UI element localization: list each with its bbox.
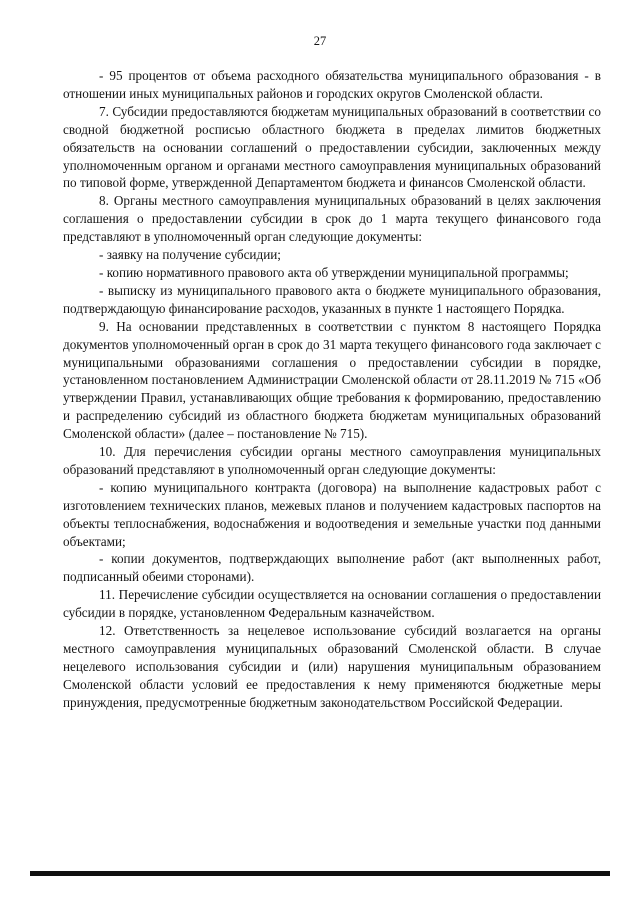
paragraph-7: 7. Субсидии предоставляются бюджетам муниципальных образований в соответствии со сводной бюджетной росписью областного бюджета в пределах лимитов бюджетных обязательств на основании соглашений о предоставлении субсидии, заключенных между уполномоченным органом и органами местного самоуправления муниципальных образований по типовой форме, утвержденной Департаментом бюджета и финансов Смоленской области. bbox=[63, 103, 601, 191]
paragraph-10: 10. Для перечисления субсидии органы местного самоуправления муниципальных образований представляют в уполномоченный орган следующие документы: bbox=[63, 444, 601, 477]
scan-edge-bar bbox=[30, 871, 610, 876]
document-body bbox=[63, 67, 601, 712]
paragraph-11: 11. Перечисление субсидии осуществляется на основании соглашения о предоставлении субсидии в порядке, установленном Федеральным казначейством. bbox=[63, 587, 601, 621]
paragraph-8: 8. Органы местного самоуправления муниципальных образований в целях заключения соглашения о предоставлении субсидии в срок до 1 марта текущего финансового года представляют в уполномоченный орган следующие документы: bbox=[63, 193, 601, 245]
list-item-application: - заявку на получение субсидии; bbox=[99, 247, 281, 263]
list-item-legal-act-copy: - копию нормативного правового акта об утверждении муниципальной программы; bbox=[99, 264, 569, 280]
list-item-budget-extract: - выписку из муниципального правового акта о бюджете муниципального образования, подтверждающую финансирование расходов, указанных в пункте 1 настоящего Порядка. bbox=[63, 282, 601, 316]
paragraph-item-6-continuation: - 95 процентов от объема расходного обязательства муниципального образования - в отношении иных муниципальных районов и городских округов Смоленской области. bbox=[63, 68, 601, 101]
list-item-work-completion-docs: - копии документов, подтверждающих выполнение работ (акт выполненных работ, подписанный обеими сторонами). bbox=[63, 551, 601, 585]
paragraph-9: 9. На основании представленных в соответствии с пунктом 8 настоящего Порядка документов уполномоченный орган в срок до 31 марта текущего финансового года заключает с муниципальными образованиями соглашения о предоставлении субсидии в порядке, установленном постановлением Администрации Смоленской области от 28.11.2019 № 715 «Об утверждении Правил, устанавливающих общие требования к формированию, предоставлению и распределению субсидий из областного бюджета бюджетам муниципальных образований Смоленской области» (далее – постановление № 715). bbox=[63, 318, 601, 442]
paragraph-12: 12. Ответственность за нецелевое использование субсидий возлагается на органы местного самоуправления муниципальных образований Смоленской области. В случае нецелевого использования субсидии и (или) нарушения муниципальным образованием Смоленской области условий ее предоставления к нему применяются бюджетные меры принуждения, предусмотренные бюджетным законодательством Российской Федерации. bbox=[63, 623, 601, 710]
list-item-contract-copy: - копию муниципального контракта (договора) на выполнение кадастровых работ с изготовлением технических планов, межевых планов и получением кадастровых паспортов на объекты теплоснабжения, водоснабжения и водоотведения и земельные участки под данными объектами; bbox=[63, 479, 601, 549]
page-number: 27 bbox=[313, 34, 327, 48]
